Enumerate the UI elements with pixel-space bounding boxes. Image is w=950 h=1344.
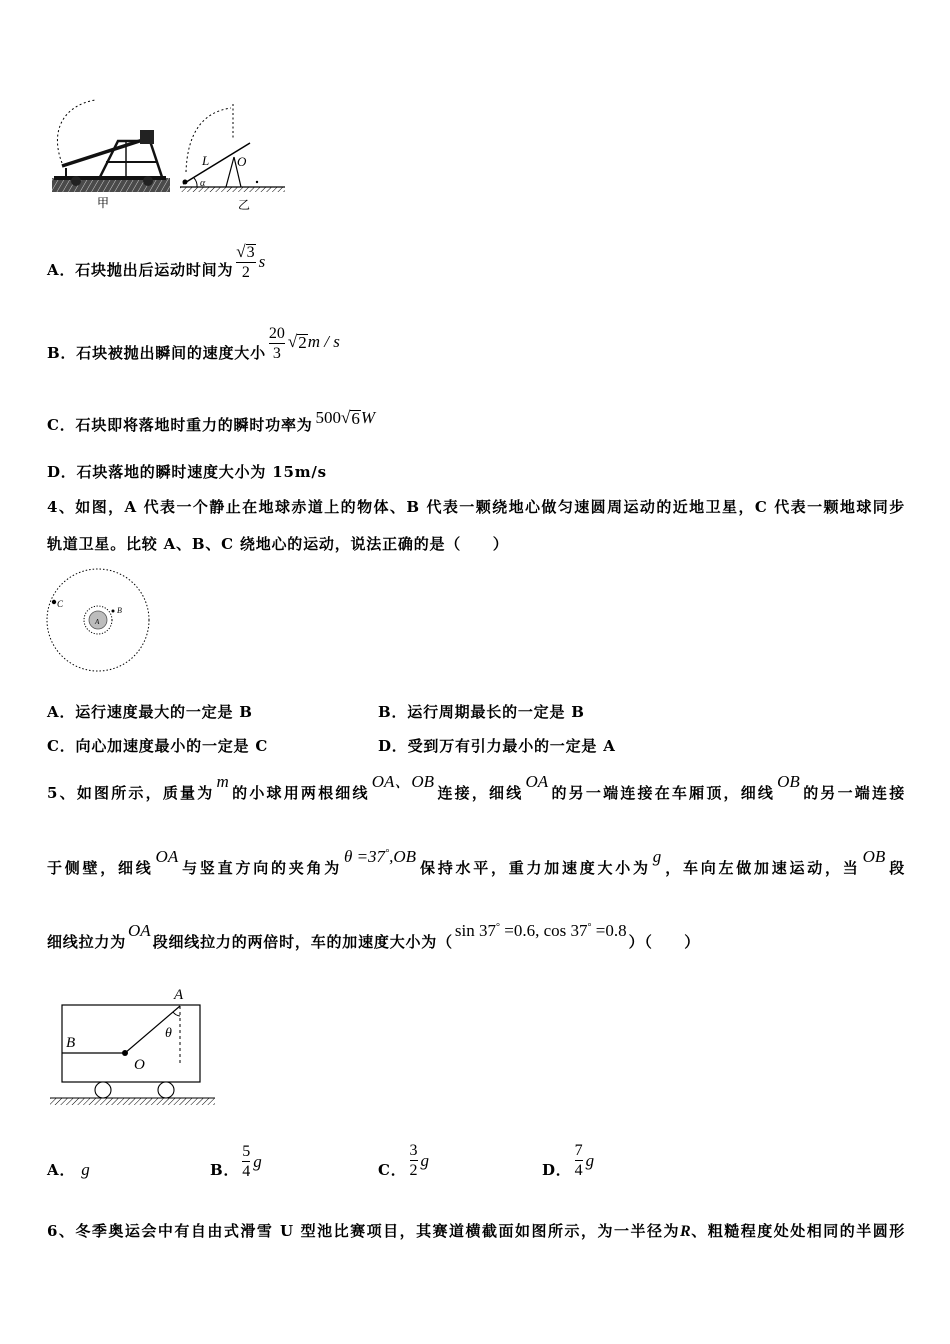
math-trig-values <box>453 921 629 944</box>
label-A: A <box>174 987 184 1003</box>
fraction-7-over-4 <box>575 1142 583 1179</box>
ground-mark <box>256 181 258 183</box>
fraction-bar <box>410 1160 418 1161</box>
figure-catapult <box>40 90 300 220</box>
unit-m-per-s: m / s <box>307 332 340 351</box>
text-segment: 细线拉力为 <box>47 933 127 951</box>
radicand: 6 <box>351 408 360 428</box>
math-g: g <box>420 1151 430 1170</box>
label-C: C <box>57 599 64 609</box>
label-O: O <box>134 1057 145 1073</box>
math-oa: OA <box>155 847 179 866</box>
fraction-bar <box>242 1161 250 1162</box>
label-yi: 乙 <box>238 198 251 212</box>
q4-option-b: B．运行周期最长的一定是 B <box>378 703 585 721</box>
math-ob: OB <box>862 847 886 866</box>
math-g: g <box>585 1151 595 1170</box>
radicand: 2 <box>298 332 307 352</box>
q3-option-c-text: C．石块即将落地时重力的瞬时功率为 <box>47 416 313 434</box>
math-oa-ob: OA、OB <box>371 772 435 791</box>
catapult-frame <box>100 141 162 177</box>
math-ob: ,OB <box>389 847 416 866</box>
math-cos: =0.6, cos 37 <box>499 921 588 940</box>
fraction-denominator: 3 <box>272 344 281 362</box>
text-segment: 的另一端连接在车厢顶，细线 <box>550 784 776 802</box>
stone <box>183 180 188 185</box>
q5-stem-line1 <box>47 772 905 803</box>
math-ob: OB <box>777 772 800 791</box>
label-B: B <box>66 1035 76 1051</box>
math-g: g <box>652 847 662 866</box>
q3-option-b <box>47 324 340 373</box>
q3-option-d <box>47 452 327 492</box>
fraction-sqrt3-over-2 <box>236 243 255 281</box>
text-segment: 、粗糙程度处处相同的半圆形 <box>690 1222 905 1240</box>
q3-option-a <box>47 242 266 290</box>
satellite-c-dot <box>52 600 56 604</box>
fraction-numerator: 3 <box>409 1141 418 1159</box>
q5-option-c-label: C． <box>378 1161 407 1179</box>
label-O: O <box>237 154 247 169</box>
q5-stem-line3 <box>47 921 905 955</box>
q6-stem-line1 <box>47 1221 905 1242</box>
q5-option-a-label: A． <box>47 1161 76 1179</box>
trajectory-arc-jia <box>57 100 95 163</box>
radical-sign: √ <box>236 242 246 261</box>
sqrt2-velocity-unit <box>288 332 340 352</box>
text-segment: 段细线拉力的两倍时，车的加速度大小为（ <box>152 933 453 951</box>
figure-car <box>45 982 220 1112</box>
fraction-5-over-4 <box>242 1143 250 1180</box>
text-segment: 连接，细线 <box>436 784 524 802</box>
degree-sign: ° <box>495 922 500 933</box>
radicand: 3 <box>246 244 255 261</box>
text-segment: 保持水平，重力加速度大小为 <box>417 859 651 877</box>
text-segment: 段 <box>887 859 905 877</box>
q3-option-a-text: A．石块抛出后运动时间为 <box>47 261 234 279</box>
q5-option-c <box>378 1141 430 1190</box>
catapult-wheel-right <box>143 176 153 186</box>
angle-arc-theta <box>173 1012 180 1016</box>
q5-option-b <box>210 1142 262 1190</box>
catapult-drawing-jia <box>52 100 170 192</box>
text-segment: ）（ ） <box>628 933 701 951</box>
q5-option-d-label: D． <box>542 1161 572 1179</box>
label-alpha: α <box>200 178 206 189</box>
fraction-numerator: 7 <box>574 1141 583 1159</box>
q5-option-b-label: B． <box>210 1161 240 1179</box>
q3-option-d-text: D．石块落地的瞬时速度大小为 15m/s <box>47 463 327 481</box>
degree-sign: ° <box>385 848 390 859</box>
car-wheel-left <box>95 1082 111 1098</box>
label-B: B <box>117 606 122 615</box>
text-segment: 于侧壁，细线 <box>47 859 154 877</box>
fraction-denominator: 4 <box>242 1162 251 1180</box>
fraction-3-over-2 <box>410 1142 418 1179</box>
math-g: g <box>81 1160 90 1179</box>
lever-diagram-yi <box>180 104 285 192</box>
unit-s: s <box>258 252 266 271</box>
math-oa: OA <box>128 921 151 940</box>
math-m: m <box>216 772 229 791</box>
q4-option-c: C．向心加速度最小的一定是 C <box>47 737 269 755</box>
car-body <box>62 1005 200 1082</box>
label-theta: θ <box>165 1026 172 1041</box>
catapult-wheel-left <box>71 176 81 186</box>
text-segment: ，车向左做加速运动，当 <box>663 859 861 877</box>
q5-option-d <box>542 1141 595 1190</box>
degree-sign: ° <box>587 922 592 933</box>
q4-option-d: D．受到万有引力最小的一定是 A <box>378 737 616 755</box>
q3-option-b-text: B．石块被抛出瞬间的速度大小 <box>47 344 266 362</box>
ground-hatch <box>50 1098 215 1105</box>
q5-option-a <box>47 1150 90 1190</box>
text-segment: 6、冬季奥运会中有自由式滑雪 U 型池比赛项目，其赛道横截面如图所示，为一半径为 <box>47 1222 680 1240</box>
figure-orbits <box>40 560 165 680</box>
q5-stem-line2 <box>47 847 905 881</box>
car-wheel-right <box>158 1082 174 1098</box>
ball-o <box>122 1050 128 1056</box>
fraction-denominator: 2 <box>409 1161 418 1179</box>
label-jia: 甲 <box>97 196 110 210</box>
q3-option-c <box>47 405 375 445</box>
fraction-numerator: 20 <box>268 324 285 342</box>
fraction-denominator: 4 <box>574 1161 583 1179</box>
power-value <box>316 408 376 428</box>
fraction-denominator: 2 <box>241 264 250 281</box>
angle-arc-alpha <box>194 178 197 187</box>
radical-sign: √ <box>287 332 298 351</box>
radical-sign: √ <box>341 408 351 427</box>
math-g: g <box>253 1152 262 1171</box>
fraction-numerator: 5 <box>242 1142 251 1160</box>
ground-hatch-yi <box>180 187 285 192</box>
fraction-20-over-3 <box>269 325 285 362</box>
q4-option-a: A．运行速度最大的一定是 B <box>47 703 253 721</box>
math-sin: sin 37 <box>454 921 496 940</box>
unit-w: W <box>360 408 376 427</box>
text-segment: 5、如图所示，质量为 <box>47 784 215 802</box>
catapult-counterweight <box>140 130 154 144</box>
fraction-bar <box>236 262 255 263</box>
math-value: =0.8 <box>591 921 627 940</box>
fraction-numerator <box>236 243 255 261</box>
math-theta-37 <box>342 847 418 870</box>
coefficient: 500 <box>315 408 342 427</box>
label-L: L <box>202 153 210 168</box>
math-oa: OA <box>525 772 549 791</box>
q4-stem-line2: 轨道卫星。比较 A、B、C 绕地心的运动，说法正确的是（ ） <box>47 535 509 553</box>
label-A: A <box>95 618 100 626</box>
satellite-b-dot <box>112 610 115 613</box>
text-segment: 的另一端连接 <box>801 784 905 802</box>
text-segment: 的小球用两根细线 <box>230 784 370 802</box>
fraction-bar <box>269 343 285 344</box>
fraction-bar <box>575 1160 583 1161</box>
support-left <box>226 157 234 187</box>
math-theta-eq: θ =37 <box>343 847 386 866</box>
text-segment: 与竖直方向的夹角为 <box>180 859 342 877</box>
q4-stem-line1: 4、如图，A 代表一个静止在地球赤道上的物体、B 代表一颗绕地心做匀速圆周运动的近地卫星，C 代表一颗地球同步 <box>47 498 905 516</box>
math-r: R <box>679 1223 691 1240</box>
